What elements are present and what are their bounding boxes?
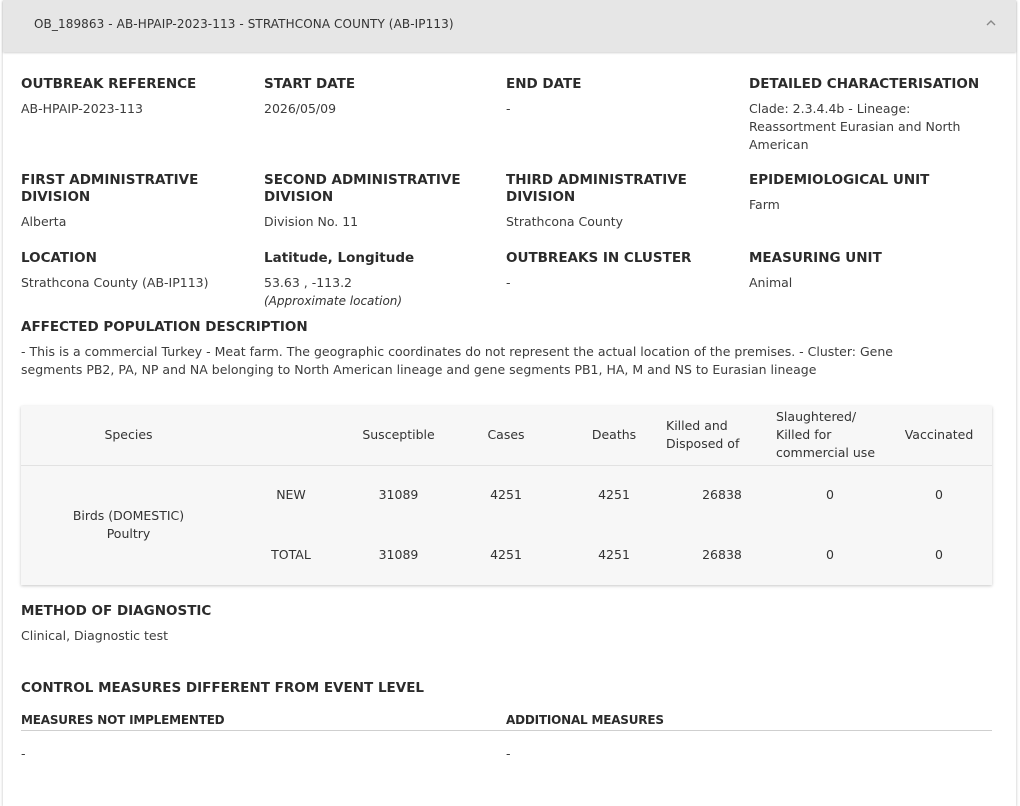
header-deaths: Deaths [591, 427, 637, 442]
start-date-field [264, 76, 494, 118]
row-new-killed: 26838 [702, 487, 742, 502]
row-total-susceptible: 31089 [378, 547, 419, 562]
location-label: LOCATION [21, 250, 97, 266]
third-admin-division-label: THIRD ADMINISTRATIVE DIVISION [506, 172, 687, 205]
end-date-label: END DATE [506, 76, 582, 92]
header-killed-disposed: Killed and Disposed of [666, 418, 740, 451]
detailed-characterisation-value: Clade: 2.3.4.4b - Lineage: Reassortment Eurasian and North American [749, 101, 961, 152]
additional-measures-value: - [506, 746, 511, 761]
affected-population-label: AFFECTED POPULATION DESCRIPTION [21, 319, 308, 335]
row-total-type: TOTAL [271, 547, 311, 562]
end-date-field [506, 76, 736, 118]
epidemiological-unit-label: EPIDEMIOLOGICAL UNIT [749, 172, 930, 188]
approximate-location-note: (Approximate location) [264, 294, 403, 308]
outbreaks-in-cluster-field [506, 250, 736, 292]
header-slaughtered: Slaughtered/ Killed for commercial use [776, 409, 876, 460]
measures-not-implemented-label: MEASURES NOT IMPLEMENTED [21, 713, 225, 727]
row-new-cases: 4251 [490, 487, 522, 502]
second-admin-division-value: Division No. 11 [264, 214, 359, 229]
row-total-slaughtered: 0 [826, 547, 834, 562]
row-new-vaccinated: 0 [935, 487, 943, 502]
row-total-deaths: 4251 [598, 547, 630, 562]
epidemiological-unit-value: Farm [749, 197, 780, 212]
lat-long-field [264, 250, 494, 310]
detailed-characterisation-field [749, 76, 989, 154]
first-admin-division-value: Alberta [21, 214, 67, 229]
diagnostic-value: Clinical, Diagnostic test [21, 628, 169, 643]
additional-measures-label: ADDITIONAL MEASURES [506, 713, 664, 727]
outbreak-reference-field [21, 76, 251, 118]
row-new-type: NEW [276, 487, 306, 502]
start-date-label: START DATE [264, 76, 356, 92]
second-admin-division-field [264, 172, 489, 231]
second-admin-division-label: SECOND ADMINISTRATIVE DIVISION [264, 172, 461, 205]
header-cases: Cases [487, 427, 525, 442]
outbreak-reference-value: AB-HPAIP-2023-113 [21, 101, 143, 116]
panel-title: OB_189863 - AB-HPAIP-2023-113 - STRATHCONA COUNTY (AB-IP113) [34, 17, 454, 31]
first-admin-division-field [21, 172, 261, 231]
outbreaks-in-cluster-label: OUTBREAKS IN CLUSTER [506, 250, 692, 266]
end-date-value: - [506, 101, 511, 116]
control-measures-title: CONTROL MEASURES DIFFERENT FROM EVENT LEVEL [21, 680, 425, 696]
header-vaccinated: Vaccinated [904, 427, 974, 442]
third-admin-division-value: Strathcona County [506, 214, 624, 229]
location-field [21, 250, 251, 292]
lat-long-label: Latitude, Longitude [264, 250, 415, 266]
outbreaks-in-cluster-value: - [506, 275, 511, 290]
population-table [21, 406, 992, 585]
measuring-unit-value: Animal [749, 275, 793, 290]
first-admin-division-label: FIRST ADMINISTRATIVE DIVISION [21, 172, 199, 205]
row-new-susceptible: 31089 [378, 487, 419, 502]
third-admin-division-field [506, 172, 746, 231]
epidemiological-unit-field [749, 172, 989, 214]
detailed-characterisation-label: DETAILED CHARACTERISATION [749, 76, 980, 92]
measuring-unit-field [749, 250, 979, 292]
chevron-up-icon[interactable] [984, 16, 998, 30]
start-date-value: 2026/05/09 [264, 101, 337, 116]
header-species: Species [104, 427, 153, 442]
location-value: Strathcona County (AB-IP113) [21, 275, 209, 290]
row-total-vaccinated: 0 [935, 547, 943, 562]
affected-population-text: - This is a commercial Turkey - Meat farm. The geographic coordinates do not represent the actual location of the premises. - Cluster: Gene segments PB2, PA, NP and NA belonging to North American lineage and gene segments PB1, HA, M and NS to Eurasian lineage [21, 344, 893, 377]
outbreak-panel-header[interactable] [3, 0, 1016, 52]
outbreak-reference-label: OUTBREAK REFERENCE [21, 76, 197, 92]
measuring-unit-label: MEASURING UNIT [749, 250, 882, 266]
measures-not-implemented-value: - [21, 746, 26, 761]
affected-population-field [21, 319, 308, 336]
row-new-slaughtered: 0 [826, 487, 834, 502]
row-total-cases: 4251 [490, 547, 522, 562]
diagnostic-field [21, 603, 421, 645]
row-new-deaths: 4251 [598, 487, 630, 502]
header-susceptible: Susceptible [362, 427, 435, 442]
measures-divider [21, 730, 992, 731]
species-cell: Birds (DOMESTIC) Poultry [72, 508, 185, 541]
row-total-killed: 26838 [702, 547, 742, 562]
diagnostic-label: METHOD OF DIAGNOSTIC [21, 603, 212, 619]
table-header-divider [21, 465, 992, 466]
lat-long-value: 53.63 , -113.2 [264, 275, 353, 290]
